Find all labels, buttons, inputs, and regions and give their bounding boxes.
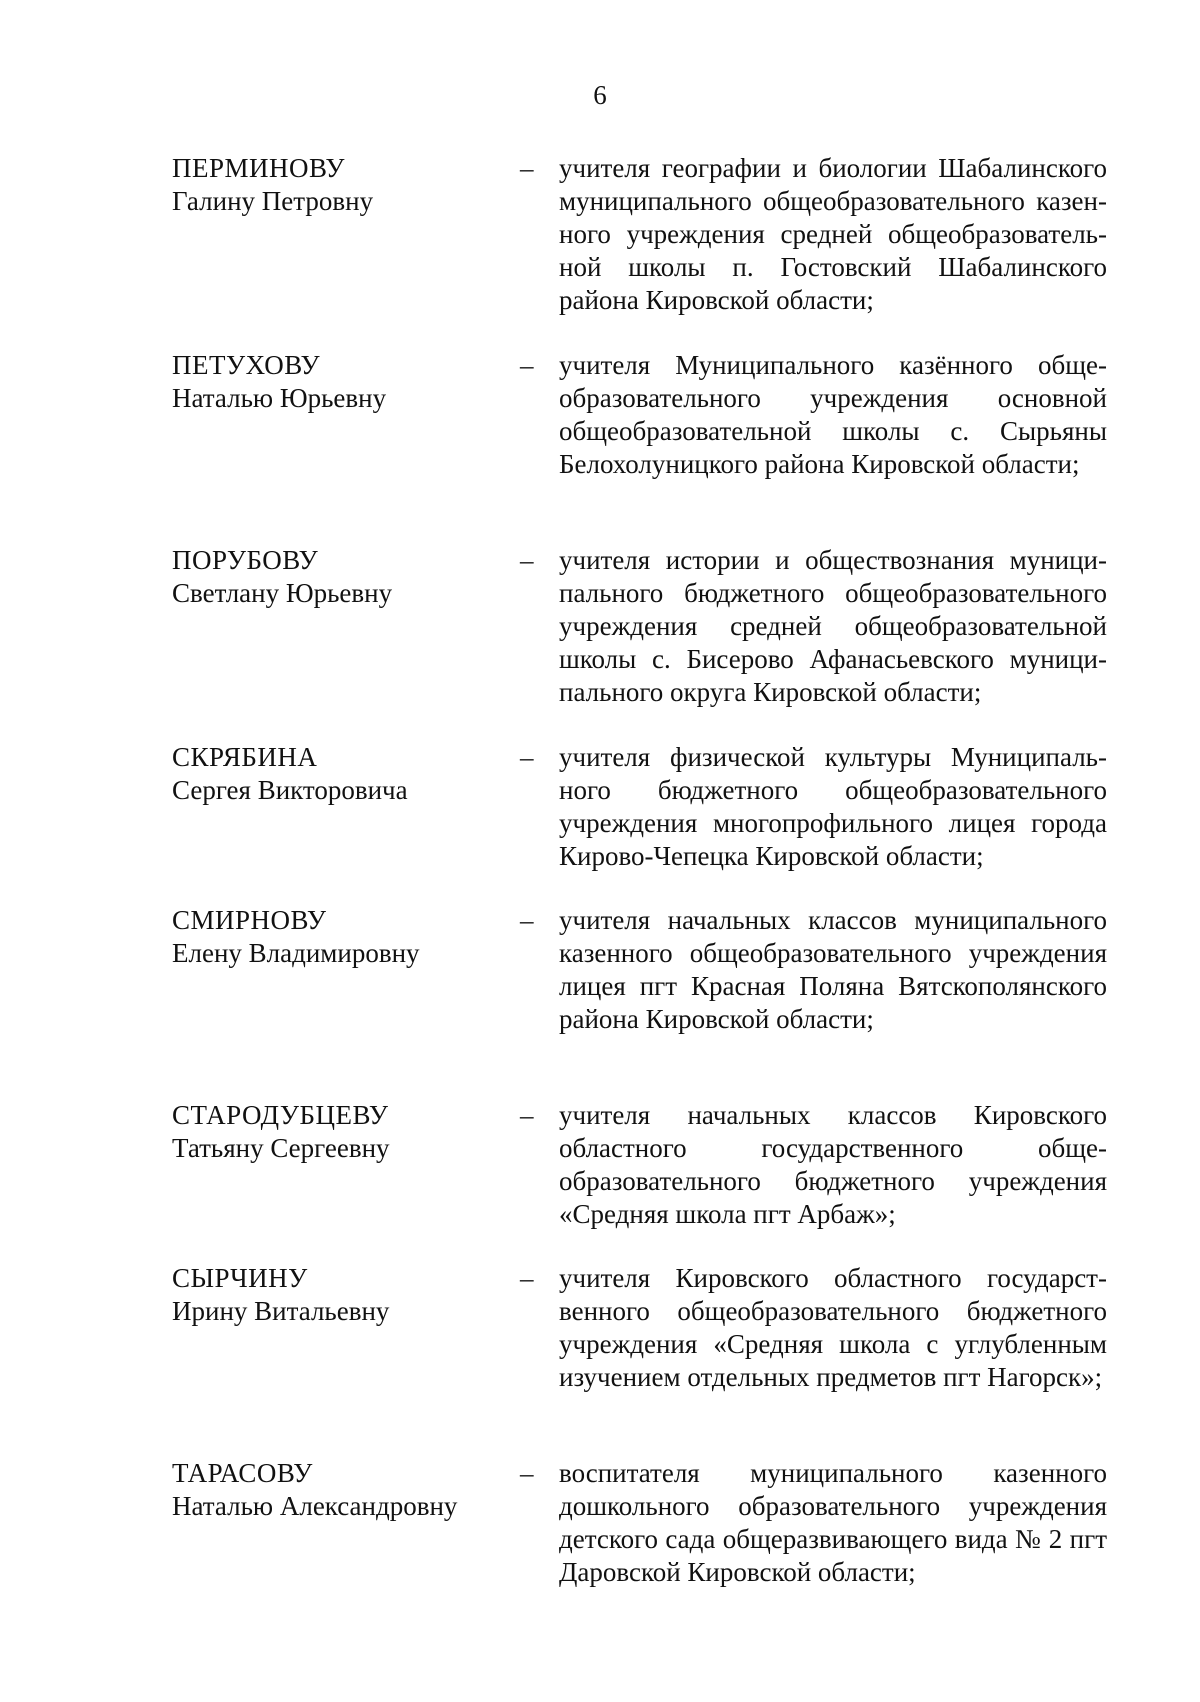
given-names: Татьяну Сергеевну bbox=[172, 1133, 390, 1163]
person-name bbox=[172, 741, 492, 807]
given-names: Галину Петровну bbox=[172, 186, 374, 216]
person-name bbox=[172, 1099, 492, 1165]
surname: СЫРЧИНУ bbox=[172, 1263, 308, 1293]
dash-separator: – bbox=[520, 742, 534, 772]
person-name bbox=[172, 1262, 492, 1328]
position-description: учителя начальных классов Кировского областного государственного общеобразовательного бюджетного учреждения «Средняя школа пгт Арбаж»; bbox=[559, 1100, 1107, 1229]
given-names: Сергея Викторовича bbox=[172, 775, 408, 805]
person-name bbox=[172, 349, 492, 415]
person-name bbox=[172, 152, 492, 218]
page-number: 6 bbox=[593, 80, 607, 110]
surname: ТАРАСОВУ bbox=[172, 1458, 313, 1488]
surname: ПЕТУХОВУ bbox=[172, 350, 321, 380]
position-description: учителя Муниципального казённого общеобразовательного учреждения основной общеобразовательной школы с. Сырьяны Белохолуницкого района Кировской области; bbox=[559, 350, 1107, 479]
given-names: Елену Владимировну bbox=[172, 938, 420, 968]
surname: ПОРУБОВУ bbox=[172, 545, 319, 575]
dash-separator: – bbox=[520, 153, 534, 183]
person-name bbox=[172, 1457, 492, 1523]
given-names: Наталью Александровну bbox=[172, 1491, 458, 1521]
given-names: Ирину Витальевну bbox=[172, 1296, 390, 1326]
surname: СМИРНОВУ bbox=[172, 905, 327, 935]
given-names: Наталью Юрьевну bbox=[172, 383, 387, 413]
position-description: учителя начальных классов муниципального казенного общеобразовательного учреждения лицея пгт Красная Поляна Вятскополянского района Кировской области; bbox=[559, 905, 1107, 1034]
dash-separator: – bbox=[520, 1458, 534, 1488]
position-description: воспитателя муниципального казенного дошкольного образовательного учреждения детского сада общеразвивающего вида № 2 пгт Даровской Кировской области; bbox=[559, 1458, 1107, 1587]
surname: СКРЯБИНА bbox=[172, 742, 318, 772]
position-description: учителя географии и биологии Шабалинского муниципального общеобразовательного казенного учреждения средней общеобразовательной школы п. Гостовский Шабалинского района Кировской области; bbox=[559, 153, 1107, 315]
position-description: учителя Кировского областного государственного общеобразовательного бюджетного учреждения «Средняя школа с углубленным изучением отдельных предметов пгт Нагорск»; bbox=[559, 1263, 1107, 1392]
position-description: учителя истории и обществознания муниципального бюджетного общеобразовательного учреждения средней общеобразовательной школы с. Бисерово Афанасьевского муниципального округа Кировской области; bbox=[559, 545, 1107, 707]
person-name bbox=[172, 904, 492, 970]
surname: СТАРОДУБЦЕВУ bbox=[172, 1100, 389, 1130]
surname: ПЕРМИНОВУ bbox=[172, 153, 345, 183]
position-description: учителя физической культуры Муниципального бюджетного общеобразовательного учреждения многопрофильного лицея города Кирово-Чепецка Кировской области; bbox=[559, 742, 1107, 871]
person-name bbox=[172, 544, 492, 610]
dash-separator: – bbox=[520, 1263, 534, 1293]
dash-separator: – bbox=[520, 905, 534, 935]
dash-separator: – bbox=[520, 350, 534, 380]
dash-separator: – bbox=[520, 1100, 534, 1130]
given-names: Светлану Юрьевну bbox=[172, 578, 393, 608]
dash-separator: – bbox=[520, 545, 534, 575]
